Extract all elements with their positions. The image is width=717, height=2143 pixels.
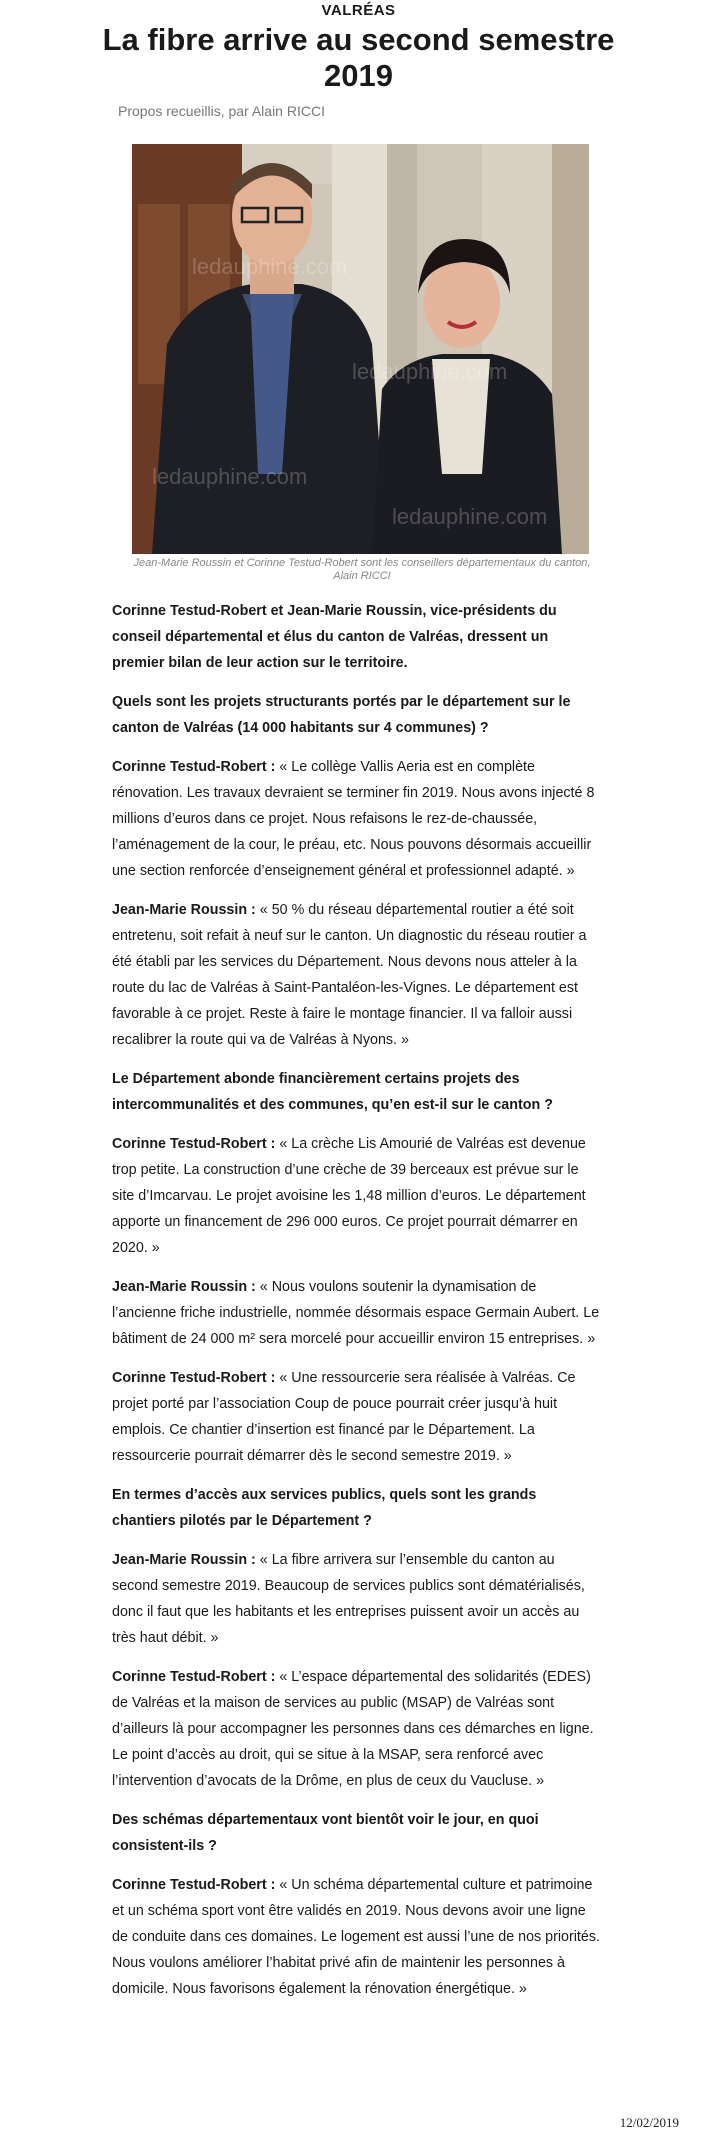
question-2: Le Département abonde financièrement certains projets des intercommunalités et des communes, qu’en est-il sur le canton ? xyxy=(112,1071,553,1113)
watermark-text: ledauphine.com xyxy=(352,359,508,384)
answer-3 xyxy=(112,1131,602,1261)
speaker-name: Jean-Marie Roussin : xyxy=(112,1552,256,1568)
answer-5 xyxy=(112,1365,602,1469)
answer-text: « La crèche Lis Amourié de Valréas est devenue trop petite. La construction d’une crèche de 39 berceaux est prévue sur le site d’Imcarvau. Le projet avoisine les 1,48 million d’euros. Le département apporte un financement de 296 000 euros. Ce projet pourrait démarrer en 2020. » xyxy=(112,1136,586,1256)
answer-text: « La fibre arrivera sur l’ensemble du canton au second semestre 2019. Beaucoup de services publics sont dématérialisés, donc il faut que les habitants et les entreprises puissent avoir un accès au très haut débit. » xyxy=(112,1552,585,1646)
article-photo xyxy=(132,144,589,554)
caption-line-1: Jean-Marie Roussin et Corinne Testud-Robert sont les conseillers départementaux du canton, xyxy=(133,557,591,569)
speaker-name: Corinne Testud-Robert : xyxy=(112,1669,276,1685)
answer-text: « Nous voulons soutenir la dynamisation de l’ancienne friche industrielle, nommée désormais espace Germain Aubert. Le bâtiment de 24 000 m² sera morcelé pour accueillir environ 15 entreprises. » xyxy=(112,1279,600,1347)
speaker-name: Corinne Testud-Robert : xyxy=(112,1136,276,1152)
article-title xyxy=(0,22,717,94)
question-1: Quels sont les projets structurants portés par le département sur le canton de Valréas (14 000 habitants sur 4 communes) ? xyxy=(112,694,571,736)
article-lead: Corinne Testud-Robert et Jean-Marie Roussin, vice-présidents du conseil départemental et élus du canton de Valréas, dressent un premier bilan de leur action sur le territoire. xyxy=(112,603,557,671)
answer-6 xyxy=(112,1547,602,1651)
article-body xyxy=(112,598,602,2015)
answer-text: « 50 % du réseau départemental routier a été soit entretenu, soit refait à neuf sur le canton. Un diagnostic du réseau routier a été établi par les services du Département. Nous devons nous atteler à la route du lac de Valréas à Saint-Pantaléon-les-Vignes. Le département est favorable à ce projet. Reste à faire le montage financier. Il va falloir aussi recalibrer la route qui va de Valréas à Nyons. » xyxy=(112,902,587,1048)
speaker-name: Corinne Testud-Robert : xyxy=(112,759,276,775)
answer-2 xyxy=(112,897,602,1053)
speaker-name: Corinne Testud-Robert : xyxy=(112,1370,276,1386)
title-line-1: La fibre arrive au second semestre xyxy=(102,22,615,57)
speaker-name: Jean-Marie Roussin : xyxy=(112,1279,256,1295)
answer-text: « Une ressourcerie sera réalisée à Valréas. Ce projet porté par l’association Coup de pouce pourrait créer jusqu’à huit emplois. Ce chantier d’insertion est financé par le Département. La ressourcerie pourrait démarrer dès le second semestre 2019. » xyxy=(112,1370,576,1464)
speaker-name: Jean-Marie Roussin : xyxy=(112,902,256,918)
question-4: Des schémas départementaux vont bientôt voir le jour, en quoi consistent-ils ? xyxy=(112,1812,539,1854)
answer-1 xyxy=(112,754,602,884)
speaker-name: Corinne Testud-Robert : xyxy=(112,1877,276,1893)
watermark-text: ledauphine.com xyxy=(192,254,348,279)
answer-text: « L’espace départemental des solidarités (EDES) de Valréas et la maison de services au public (MSAP) de Valréas sont d’ailleurs là pour accompagner les personnes dans ces démarches en ligne. Le point d’accès au droit, qui se situe à la MSAP, sera renforcé avec l’intervention d’avocats de la Drôme, en plus de ceux du Vaucluse. » xyxy=(112,1669,594,1789)
answer-8 xyxy=(112,1872,602,2002)
watermark-text: ledauphine.com xyxy=(392,504,548,529)
watermark-text: ledauphine.com xyxy=(152,464,308,489)
answer-text: « Le collège Vallis Aeria est en complète rénovation. Les travaux devraient se terminer fin 2019. Nous avons injecté 8 millions d’euros dans ce projet. Nous refaisons le rez-de-chaussée, l’aménagement de la cour, le préau, etc. Nous pouvons désormais accueillir une section renforcée d’enseignement général et professionnel adapté. » xyxy=(112,759,595,879)
publication-date: 12/02/2019 xyxy=(619,2115,679,2130)
answer-4 xyxy=(112,1274,602,1352)
photo-illustration xyxy=(132,144,589,554)
title-line-2: 2019 xyxy=(324,58,393,93)
section-kicker: VALRÉAS xyxy=(321,2,396,19)
photo-caption xyxy=(112,557,612,583)
caption-line-2: Alain RICCI xyxy=(333,570,391,582)
answer-text: « Un schéma départemental culture et patrimoine et un schéma sport vont être validés en 2019. Nous devons avoir une ligne de conduite dans ces domaines. Le logement est aussi l’une de nos priorités. Nous voulons améliorer l’habitat privé afin de maintenir les personnes à domicile. Nous favorisons également la rénovation énergétique. » xyxy=(112,1877,600,1997)
question-3: En termes d’accès aux services publics, quels sont les grands chantiers pilotés par le Département ? xyxy=(112,1487,537,1529)
answer-7 xyxy=(112,1664,602,1794)
byline: Propos recueillis, par Alain RICCI xyxy=(118,103,325,119)
